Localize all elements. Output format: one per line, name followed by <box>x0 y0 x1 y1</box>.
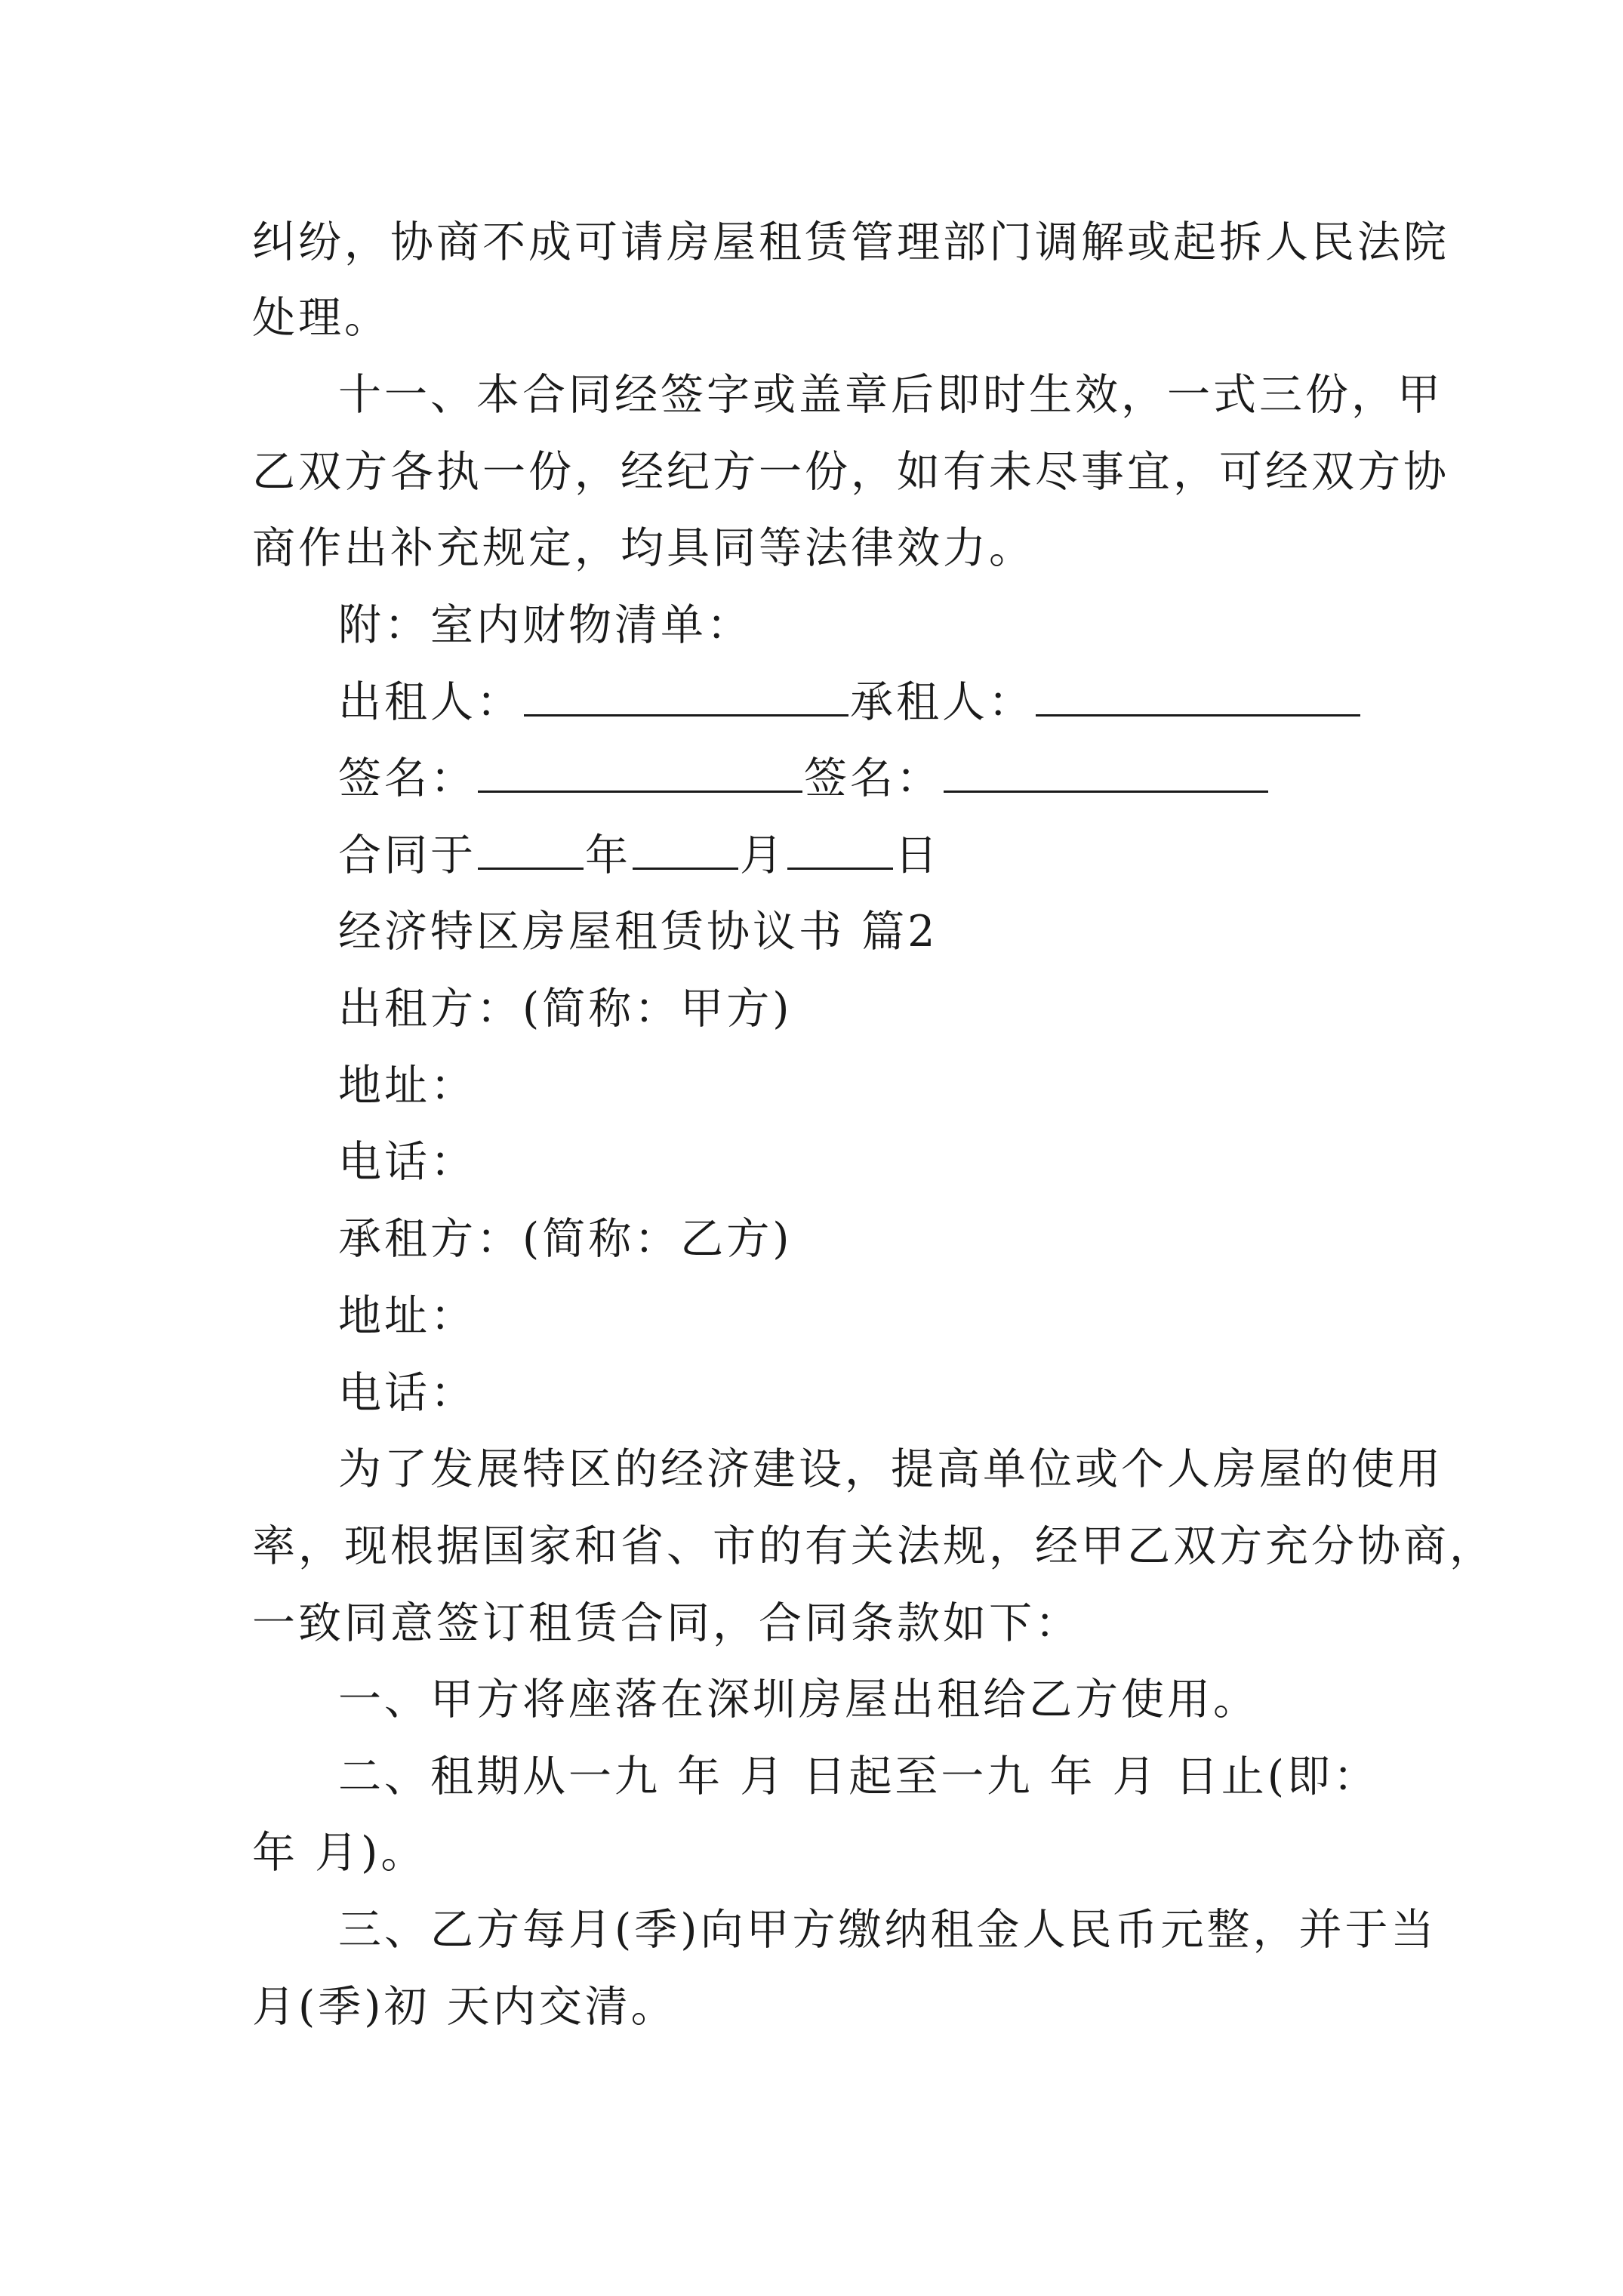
paragraph-line: 纠纷，协商不成可请房屋租赁管理部门调解或起拆人民法院 <box>252 217 1449 267</box>
signature-label: 签名： <box>804 754 942 803</box>
signature-blank <box>478 744 802 793</box>
year-label: 年 <box>585 831 631 880</box>
clause-2-cont: 年 月)。 <box>252 1828 427 1878</box>
lessor-blank <box>524 667 848 717</box>
lessee-label: 承租人： <box>850 677 1034 727</box>
lessor-label: 出租人： <box>338 677 522 727</box>
clause-3: 三、乙方每月(季)向甲方缴纳租金人民币元整，并于当 <box>338 1905 1437 1955</box>
section-title: 经济特区房屋租赁协议书 篇2 <box>338 907 938 957</box>
paragraph-line: 处理。 <box>252 293 390 343</box>
date-prefix: 合同于 <box>338 831 476 880</box>
clause-1: 一、甲方将座落在深圳房屋出租给乙方使用。 <box>338 1675 1259 1724</box>
paragraph-line: 为了发展特区的经济建设，提高单位或个人房屋的使用 <box>338 1444 1443 1494</box>
signature-blank <box>944 744 1268 793</box>
paragraph-line: 十一、本合同经签字或盖章后即时生效，一式三份，甲 <box>338 370 1443 420</box>
lessor-heading: 出租方：(简称：甲方) <box>338 984 793 1034</box>
month-label: 月 <box>740 831 786 880</box>
contract-date-row <box>338 818 941 893</box>
paragraph-line: 率，现根据国家和省、市的有关法规，经甲乙双方充分协商， <box>252 1521 1495 1571</box>
year-blank <box>478 821 584 870</box>
paragraph-line: 乙双方各执一份，经纪方一份，如有未尽事宜，可经双方协 <box>252 447 1449 497</box>
lessee-blank <box>1036 667 1360 717</box>
month-blank <box>633 821 738 870</box>
signature-row <box>338 741 1270 816</box>
attachment-heading: 附：室内财物清单： <box>338 600 753 650</box>
lessor-address: 地址： <box>338 1061 476 1111</box>
day-label: 日 <box>895 831 941 880</box>
lessee-heading: 承租方：(简称：乙方) <box>338 1214 793 1264</box>
signature-label: 签名： <box>338 754 476 803</box>
clause-3-cont: 月(季)初 天内交清。 <box>252 1982 677 2032</box>
day-blank <box>787 821 893 870</box>
paragraph-line: 商作出补充规定，均具同等法律效力。 <box>252 523 1035 573</box>
lessor-signature-row <box>338 664 1362 740</box>
clause-2: 二、租期从一九 年 月 日起至一九 年 月 日止(即： <box>338 1752 1379 1801</box>
lessor-phone: 电话： <box>338 1137 476 1187</box>
paragraph-line: 一致同意签订租赁合同，合同条款如下： <box>252 1598 1081 1648</box>
lessee-address: 地址： <box>338 1291 476 1341</box>
lessee-phone: 电话： <box>338 1368 476 1418</box>
